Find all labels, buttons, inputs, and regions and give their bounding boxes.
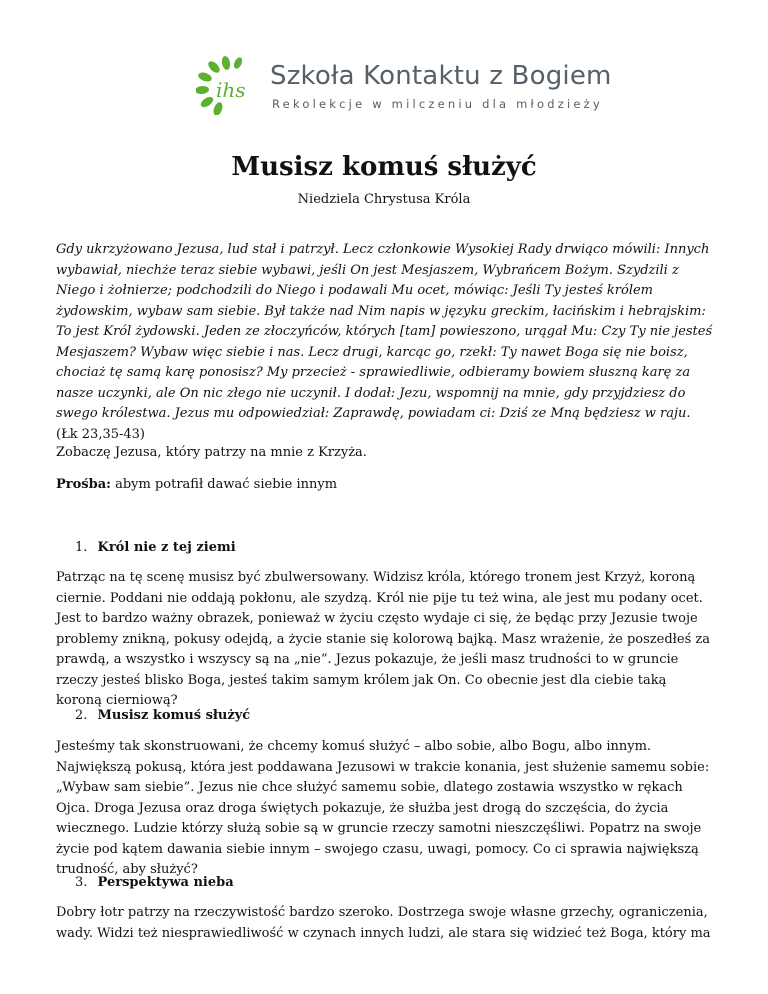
prosba-label: Prośba: xyxy=(56,477,111,492)
intro-text: Zobaczę Jezusa, który patrzy na mnie z Krzyża. xyxy=(56,445,367,460)
section-number: 2. xyxy=(75,708,88,723)
logo-title: Szkoła Kontaktu z Bogiem xyxy=(270,61,612,91)
section-title: Musisz komuś służyć xyxy=(97,708,251,723)
section-title: Król nie z tej ziemi xyxy=(97,540,236,555)
section-heading-1 xyxy=(75,540,236,555)
section-title: Perspektywa nieba xyxy=(97,875,234,890)
svg-text:ihs: ihs xyxy=(216,78,246,102)
leaf-wreath-logo-icon xyxy=(196,55,264,115)
gospel-reference: (Łk 23,35-43) xyxy=(56,426,146,442)
page-subtitle: Niedziela Chrystusa Króla xyxy=(297,192,471,207)
section-body-1: Patrząc na tę scenę musisz być zbulwersowany. Widzisz króla, którego tronem jest Krzyż, koroną ciernie. Poddani nie oddają pokłonu, ale szydzą. Król nie pije tu też wina, ale jest mu podany ocet. Jest to bardzo ważny obrazek, ponieważ w życiu często wydaje ci się, że będąc przy Jezusie twoje problemy znikną, pokusy odejdą, a życie stanie się kolorową bajką. Masz wrażenie, że poszedłeś za prawdą, a wszystko i wszyscy są na „nie”. Jezus pokazuje, że jeśli masz trudności to w gruncie rzeczy jesteś blisko Boga, jesteś takim samym królem jak On. Co obecnie jest dla ciebie taką koroną cierniową? xyxy=(56,570,710,708)
section-body-2: Jesteśmy tak skonstruowani, że chcemy komuś służyć – albo sobie, albo Bogu, albo innym. Największą pokusą, która jest poddawana Jezusowi w trakcie konania, jest służenie samemu sobie: „Wybaw sam siebie”. Jezus nie chce służyć samemu sobie, dlatego zostawia wszystko w rękach Ojca. Droga Jezusa oraz droga świętych pokazuje, że służba jest drogą do szczęścia, do życia wiecznego. Ludzie którzy służą sobie są w gruncie rzeczy samotni nieszczęśliwi. Popatrz na swoje życie pod kątem dawania siebie innym – swojego czasu, uwagi, pomocy. Co ci sprawia największą trudność, aby służyć? xyxy=(56,739,710,877)
section-number: 3. xyxy=(75,875,88,890)
section-heading-3 xyxy=(75,875,234,890)
gospel-passage xyxy=(56,240,716,445)
page-title: Musisz komuś służyć xyxy=(231,152,537,182)
prosba-text: abym potrafił dawać siebie innym xyxy=(115,477,338,492)
section-number: 1. xyxy=(75,540,88,555)
logo-subtitle: Rekolekcje w milczeniu dla młodzieży xyxy=(272,97,603,111)
logo xyxy=(196,55,612,119)
prosba xyxy=(56,475,716,496)
section-heading-2 xyxy=(75,708,250,723)
gospel-text: Gdy ukrzyżowano Jezusa, lud stał i patrzył. Lecz członkowie Wysokiej Rady drwiąco mówili: Innych wybawiał, niechże teraz siebie wybawi, jeśli On jest Mesjaszem, Wybrańcem Bożym. Szydzili z Niego i żołnierze; podchodzili do Niego i podawali Mu ocet, mówiąc: Jeśli Ty jesteś królem żydowskim, wybaw sam siebie. Był także nad Nim napis w języku greckim, łacińskim i hebrajskim: To jest Król żydowski. Jeden ze złoczyńców, których [tam] powieszono, urągał Mu: Czy Ty nie jesteś Mesjaszem? Wybaw więc siebie i nas. Lecz drugi, karcąc go, rzekł: Ty nawet Boga się nie boisz, chociaż tę samą karę ponosisz? My przecież - sprawiedliwie, odbieramy bowiem słuszną karę za nasze uczynki, ale On nic złego nie uczynił. I dodał: Jezu, wspomnij na mnie, gdy przyjdziesz do swego królestwa. Jezus mu odpowiedział: Zaprawdę, powiadam ci: Dziś ze Mną będziesz w raju. xyxy=(56,242,713,421)
section-body-3: Dobry łotr patrzy na rzeczywistość bardzo szeroko. Dostrzega swoje własne grzechy, ograniczenia, wady. Widzi też niesprawiedliwość w czynach innych ludzi, ale stara się widzieć też Boga, który ma xyxy=(56,905,711,941)
